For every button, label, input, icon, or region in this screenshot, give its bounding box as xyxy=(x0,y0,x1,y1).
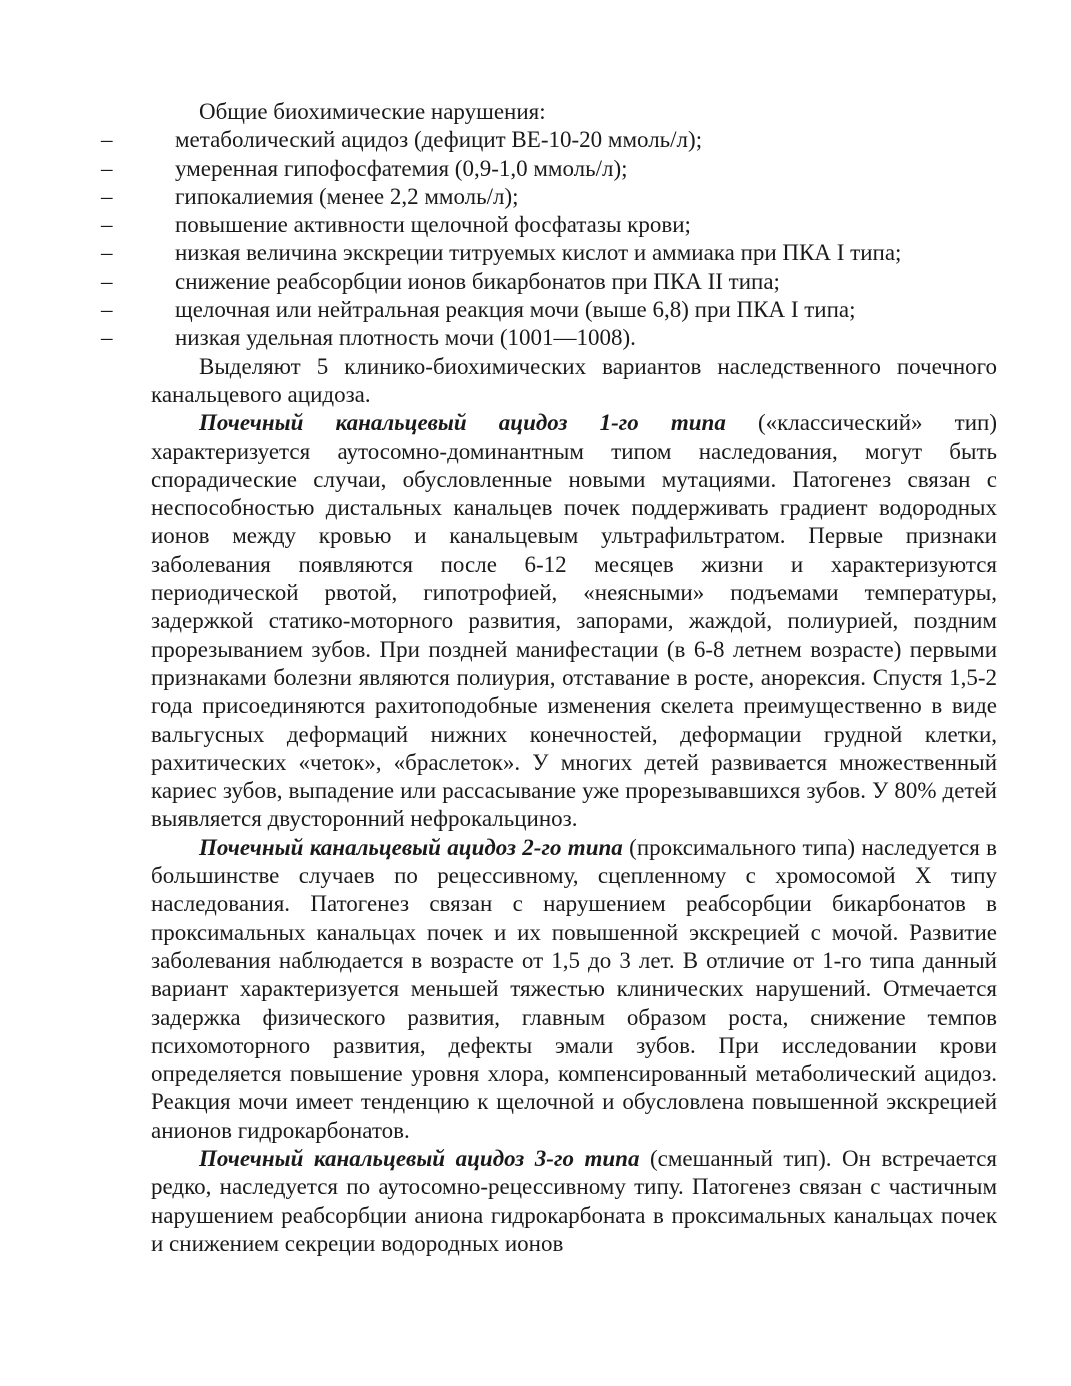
type3-paragraph xyxy=(151,1145,997,1258)
list-item-text: гипокалиемия (менее 2,2 ммоль/л); xyxy=(175,183,519,209)
list-item xyxy=(101,296,997,324)
list-item-text: снижение реабсорбции ионов бикарбонатов при ПКА II типа; xyxy=(175,268,780,294)
page-content xyxy=(101,98,997,1258)
list-item xyxy=(101,126,997,154)
list-item xyxy=(101,155,997,183)
bullet-dash: – xyxy=(101,183,113,209)
intro-paragraph: Выделяют 5 клинико-биохимических вариантов наследственного почечного канальцевого ацидоза. xyxy=(151,353,997,407)
type3-text: (смешанный тип). Он встречается редко, наследуется по аутосомно-рецессивному типу. Патогенез связан с частичным нарушением реабсорбции аниона гидрокарбоната в проксимальных канальцах почек и снижением секреции водородных ионов xyxy=(151,1145,997,1256)
list-item xyxy=(101,268,997,296)
type2-paragraph xyxy=(151,834,997,1145)
type1-term: Почечный канальцевый ацидоз 1-го типа xyxy=(199,410,726,436)
bullet-dash: – xyxy=(101,297,113,323)
type1-text: («классический» тип) характеризуется аутосомно-доминантным типом наследования, могут быть спорадические случаи, обусловленные новыми мутациями. Патогенез связан с неспособностью дистальных канальцев почек поддерживать градиент водородных ионов между кровью и канальцевым ультрафильтратом. Первые признаки заболевания появляются после 6-12 месяцев жизни и характеризуются периодической рвотой, гипотрофией, «неясными» подъемами температуры, задержкой статико-моторного развития, запорами, жаждой, полиурией, поздним прорезыванием зубов. При поздней манифестации (в 6-8 летнем возрасте) первыми признаками болезни являются полиурия, отставание в росте, анорексия. Спустя 1,5-2 года присоединяются рахитоподобные изменения скелета преимущественно в виде вальгусных деформаций нижних конечностей, деформации грудной клетки, рахитических «четок», «браслеток». У многих детей развивается множественный кариес зубов, выпадение или рассасывание уже прорезывавшихся зубов. У 80% детей выявляется двусторонний нефрокальциноз. xyxy=(151,410,997,832)
type3-term: Почечный канальцевый ацидоз 3-го типа xyxy=(199,1145,640,1171)
list-item-text: повышение активности щелочной фосфатазы крови; xyxy=(175,212,691,238)
list-item xyxy=(101,324,997,352)
bullet-dash: – xyxy=(101,268,113,294)
list-item-text: низкая величина экскреции титруемых кислот и аммиака при ПКА I типа; xyxy=(175,240,902,266)
bullet-dash: – xyxy=(101,325,113,351)
bullet-dash: – xyxy=(101,127,113,153)
bullet-dash: – xyxy=(101,212,113,238)
type2-text: (проксимального типа) наследуется в большинстве случаев по рецессивному, сцепленному с хромосомой X типу наследования. Патогенез связан с нарушением реабсорбции бикарбонатов в проксимальных канальцах почек и их повышенной экскрецией с мочой. Развитие заболевания наблюдается в возрасте от 1,5 до 3 лет. В отличие от 1-го типа данный вариант характеризуется меньшей тяжестью клинических нарушений. Отмечается задержка физического развития, главным образом роста, снижение темпов психомоторного развития, дефекты эмали зубов. При исследовании крови определяется повышение уровня хлора, компенсированный метаболический ацидоз. Реакция мочи имеет тенденцию к щелочной и обусловлена повышенной экскрецией анионов гидрокарбонатов. xyxy=(151,834,997,1143)
list-item-text: метаболический ацидоз (дефицит ВЕ-10-20 ммоль/л); xyxy=(175,127,703,153)
list-item-text: низкая удельная плотность мочи (1001—1008). xyxy=(175,325,636,351)
type1-paragraph xyxy=(151,409,997,833)
section-heading: Общие биохимические нарушения: xyxy=(199,99,546,124)
list-item xyxy=(101,211,997,239)
list-item-text: щелочная или нейтральная реакция мочи (выше 6,8) при ПКА I типа; xyxy=(175,297,856,323)
bullet-dash: – xyxy=(101,155,113,181)
bullet-dash: – xyxy=(101,240,113,266)
biochemical-list xyxy=(101,126,997,352)
list-item xyxy=(101,239,997,267)
list-item xyxy=(101,183,997,211)
list-item-text: умеренная гипофосфатемия (0,9-1,0 ммоль/л); xyxy=(175,155,628,181)
type2-term: Почечный канальцевый ацидоз 2-го типа xyxy=(199,834,623,860)
